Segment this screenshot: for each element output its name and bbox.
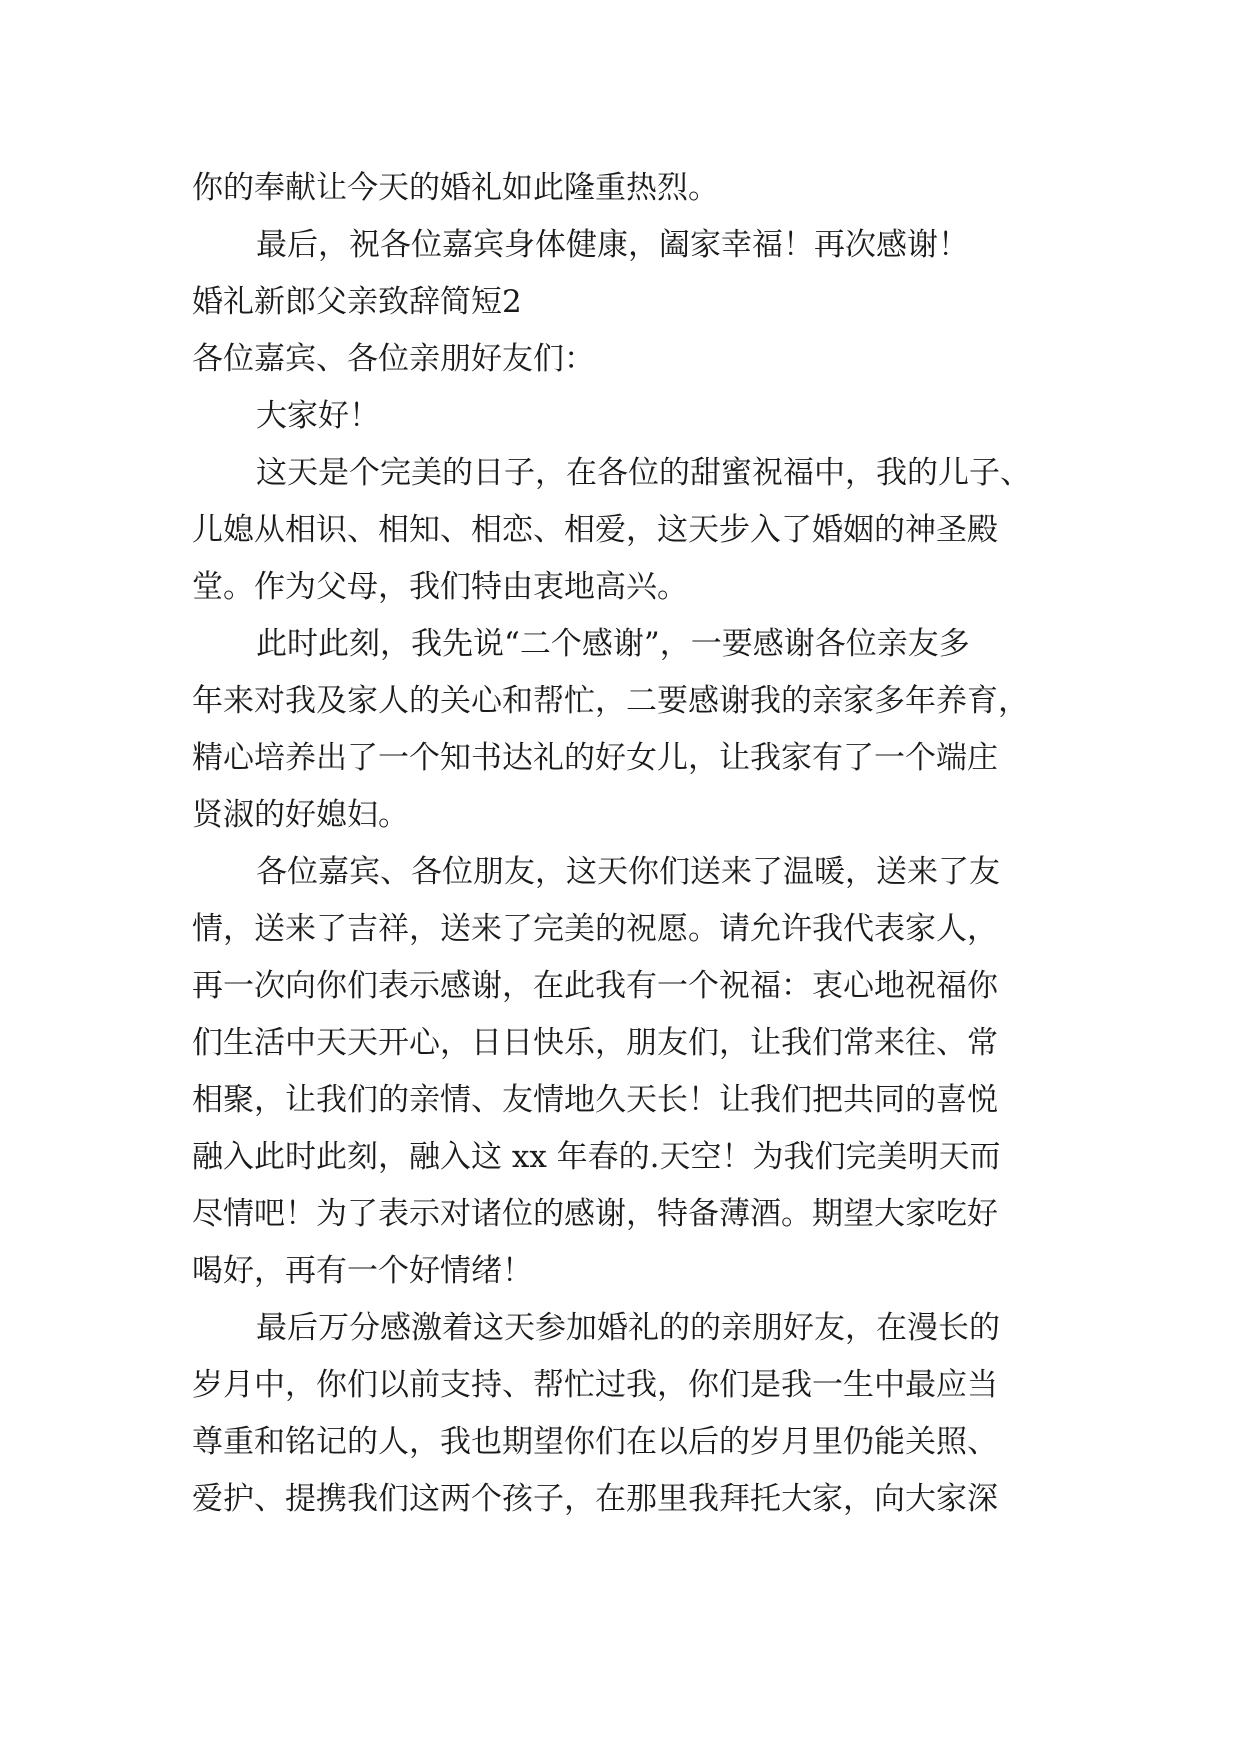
body-line: 精心培养出了一个知书达礼的好女儿，让我家有了一个端庄	[192, 740, 998, 776]
body-line: 这天是个完美的日子，在各位的甜蜜祝福中，我的儿子、	[256, 455, 1031, 491]
body-line: 们生活中天天开心，日日快乐，朋友们，让我们常来往、常	[192, 1025, 998, 1061]
body-line: 最后，祝各位嘉宾身体健康，阖家幸福！再次感谢！	[256, 227, 969, 263]
body-line: 尽情吧！为了表示对诸位的感谢，特备薄酒。期望大家吃好	[192, 1196, 998, 1232]
body-line: 贤淑的好媳妇。	[192, 797, 409, 833]
salutation: 各位嘉宾、各位亲朋好友们：	[192, 341, 595, 377]
document-body	[192, 160, 1072, 1528]
body-line: 相聚，让我们的亲情、友情地久天长！让我们把共同的喜悦	[192, 1082, 998, 1118]
body-line: 爱护、提携我们这两个孩子，在那里我拜托大家，向大家深	[192, 1481, 998, 1517]
body-line: 尊重和铭记的人，我也期望你们在以后的岁月里仍能关照、	[192, 1424, 998, 1460]
body-line: 喝好，再有一个好情绪！	[192, 1253, 533, 1289]
body-line: 你的奉献让今天的婚礼如此隆重热烈。	[192, 170, 719, 206]
body-line: 情，送来了吉祥，送来了完美的祝愿。请允许我代表家人，	[192, 911, 998, 947]
greeting: 大家好！	[256, 398, 380, 434]
body-line: 岁月中，你们以前支持、帮忙过我，你们是我一生中最应当	[192, 1367, 998, 1403]
body-line: 最后万分感激着这天参加婚礼的的亲朋好友，在漫长的	[256, 1310, 1000, 1346]
body-line: 各位嘉宾、各位朋友，这天你们送来了温暖，送来了友	[256, 854, 1000, 890]
body-line: 此时此刻，我先说“二个感谢”，一要感谢各位亲友多	[256, 626, 970, 662]
body-line: 堂。作为父母，我们特由衷地高兴。	[192, 569, 688, 605]
body-line: 融入此时此刻，融入这 xx 年春的.天空！为我们完美明天而	[192, 1139, 1001, 1175]
body-line: 年来对我及家人的关心和帮忙，二要感谢我的亲家多年养育，	[192, 683, 1029, 719]
section-title: 婚礼新郎父亲致辞简短2	[192, 284, 522, 320]
body-line: 儿媳从相识、相知、相恋、相爱，这天步入了婚姻的神圣殿	[192, 512, 998, 548]
body-line: 再一次向你们表示感谢，在此我有一个祝福：衷心地祝福你	[192, 968, 998, 1004]
